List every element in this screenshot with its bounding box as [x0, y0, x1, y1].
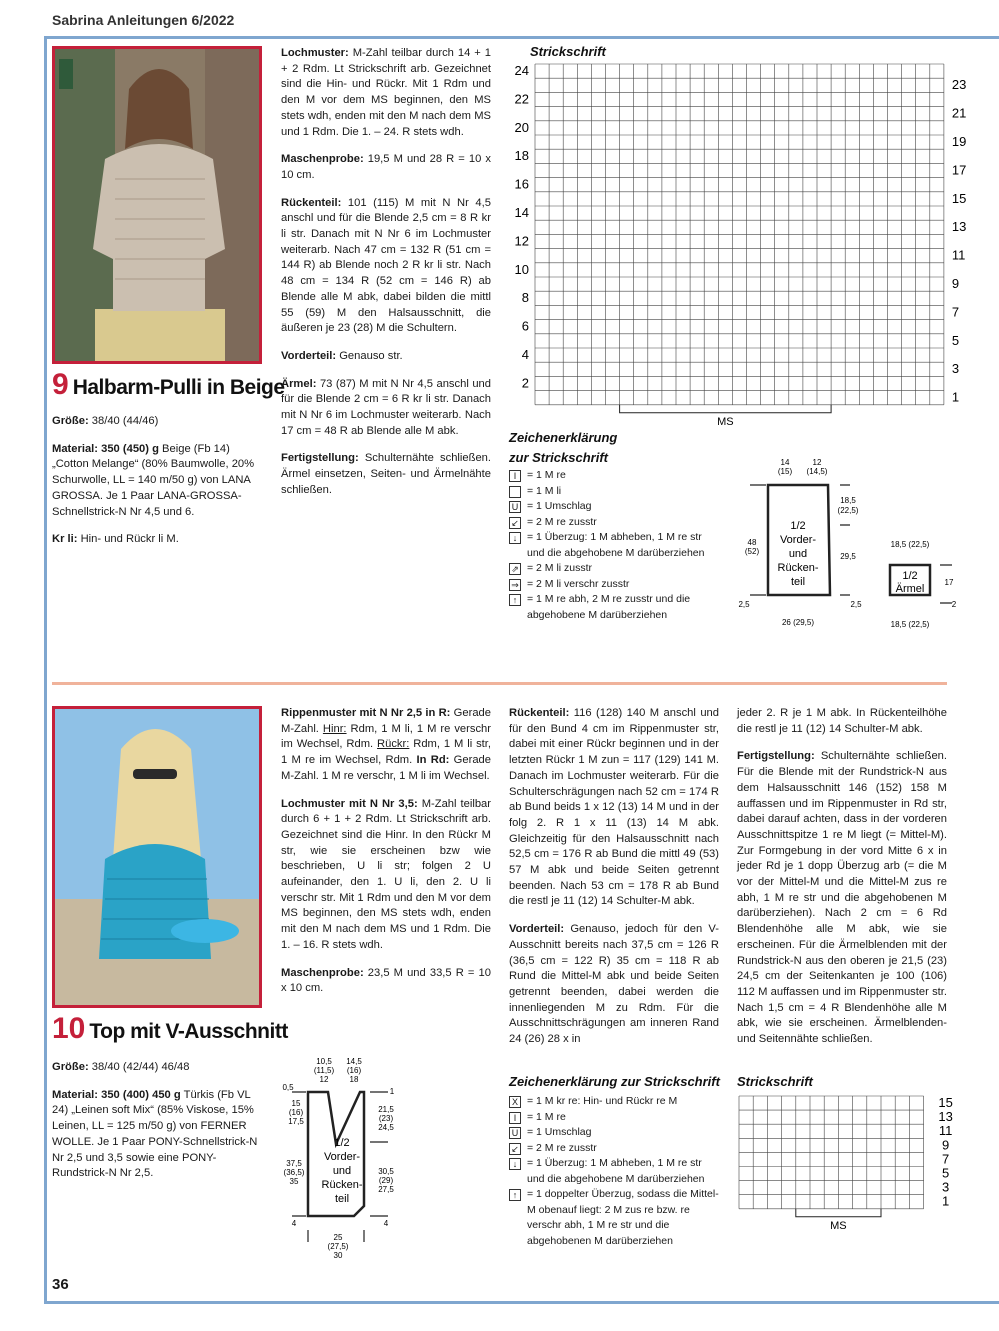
material-text: Türkis (Fb VL 24) „Leinen soft Mix“ (85% Viskose, 15% Leinen, LL = 125 m/50 g) von FERNER WOLLE. Je 1 Paar PONY-Schnellstrick-N Nr 2,5 und 3,5 sowie eine PONY-Rundstrick-N Nr 2,5. — [52, 1088, 258, 1180]
pattern10-name: Top mit V-Ausschnitt — [89, 1020, 288, 1043]
pattern10-col1 — [52, 1060, 264, 1194]
s10-body-3: und — [332, 1165, 352, 1177]
legend-item — [509, 577, 709, 593]
pattern9-name: Halbarm-Pulli in Beige — [72, 376, 285, 399]
pattern10-legend — [509, 1094, 719, 1249]
row-number-left: 18 — [514, 148, 529, 164]
s9-body-3: und — [788, 548, 808, 560]
legend-text: = 1 Überzug: 1 M abheben, 1 M re str und die abgehobene M darüberziehen — [527, 1157, 705, 1185]
legend-text: = 1 M re — [527, 1110, 566, 1123]
legend-item — [509, 1141, 719, 1157]
rippen-text-3: Rdm, 1 M li str, 1 M re im Wechsel, Rdm. — [281, 738, 491, 767]
size-value: 38/40 (44/46) — [88, 415, 159, 427]
fertig-label: Fertigstellung: — [737, 750, 815, 763]
legend-item — [509, 561, 709, 577]
row-number: 13 — [938, 1109, 953, 1125]
rueckenteil-text: 101 (115) M mit N Nr 4,5 anschl und für die Blende 2,5 cm = 8 R kr li str. Danach mit N Nr 6 im Lochmuster weiterarb. Nach 47 cm = 132 R (51 cm = 144 R) ab Blende noch 2 R kr li str. Nach 48 cm = 134 R (52 cm = 146 R) ab Blende alle M abk, dabei bilden die mittl 55 (59) M den Halsausschnitt, die äußeren je 23 (28) M die Schultern. — [281, 196, 491, 335]
pattern10-chart-title: Strickschrift — [737, 1074, 813, 1089]
s10-right-a-sub2: 24,5 — [378, 1123, 394, 1132]
legend-item — [509, 592, 709, 623]
s10-right-a-sub: (23) — [378, 1114, 394, 1123]
aermel-text: 73 (87) M mit N Nr 4,5 anschl und für die Blende 2 cm = 6 R kr li str. Danach mit N Nr 6 im Lochmuster weiterarb. Nach 17 cm = 48 R ab Blende alle M abk. — [281, 377, 491, 437]
legend-symbol: ↙ — [509, 517, 521, 529]
vorderteil-text: Genauso str. — [336, 349, 403, 362]
s9-top-left-sub: (15) — [777, 467, 793, 476]
s10-right-b-sub2: 27,5 — [378, 1185, 394, 1194]
s10-band-right: 4 — [383, 1219, 389, 1228]
row-number: 15 — [938, 1095, 953, 1110]
pattern10-knitting-chart — [735, 1092, 965, 1232]
pattern9-col2 — [281, 46, 491, 511]
row-number-right: 13 — [951, 219, 967, 235]
row-number: 9 — [941, 1137, 950, 1153]
s9-sleeve-top: 18,5 (22,5) — [890, 540, 930, 549]
s9-body-5: teil — [790, 576, 806, 588]
size-label: Größe: — [52, 415, 89, 427]
row-number-left: 4 — [521, 347, 529, 362]
s10-top-b: 14,5 — [346, 1057, 362, 1066]
pattern9-legend-title-1: Zeichenerklärung — [509, 430, 618, 445]
fertig-label: Fertigstellung: — [281, 452, 359, 465]
legend-symbol: U — [509, 501, 521, 513]
s9-top-right: 12 — [812, 458, 822, 467]
model-illustration-pulli — [55, 49, 259, 361]
row-number-right: 9 — [951, 276, 960, 291]
maschenprobe-text: 19,5 M und 28 R = 10 x 10 cm. — [281, 153, 491, 181]
row-number-right: 15 — [951, 190, 967, 206]
rueckenteil-label: Rückenteil: — [281, 196, 342, 209]
s9-top-left: 14 — [780, 458, 790, 467]
s10-body-2: Vorder- — [323, 1151, 361, 1163]
s10-right-b: 30,5 — [378, 1167, 394, 1176]
pattern10-col2 — [281, 706, 491, 1009]
size-label: Größe: — [52, 1061, 89, 1073]
row-number-right: 5 — [951, 332, 960, 348]
s9-sleeve-2: Ärmel — [895, 583, 925, 595]
s9-right-mid: 29,5 — [840, 552, 856, 561]
photo-halbarm-pulli — [52, 46, 262, 364]
maschenprobe-label: Maschenprobe: — [281, 966, 364, 979]
legend-symbol: U — [509, 1127, 521, 1139]
fertig-text: Schulternähte schließen. Für die Blende mit der Rundstrick-N aus dem Halsausschnitt 146 (152) 158 M auffassen und im Rippenmuster in Rd str, dabei darauf achten, dass in der vorderen Ausschnittspitze 1 re M liegt (= Mittel-M). Zur Formgebung in der vord Mitte 6 x in jeder Rd je 1 dopp Überzug arb (= die M vor der Mittel-M und die Mittel-M zus re abh, 1 M re str und die abgehobenen M darüberziehen). Nach 2 cm = 6 Rd Blendenhöhe alle M abk, wie sie erscheinen. Für die Ärmelblenden mit der Rundstrick-N aus den oberen je 21,5 (23) 24,5 cm der Seitenkanten je 100 (106) 112 M auffassen und im Rippenmuster str. Nach 1,5 cm = 4 R Blendenhöhe alle M abk, wie sie erscheinen. Ärmelblenden- und Seitennähte schließen. — [737, 750, 947, 1046]
krli-text: Hin- und Rückr li M. — [77, 533, 179, 546]
ms-label: MS — [717, 415, 734, 428]
s10-top-b-sub2: 18 — [349, 1075, 359, 1084]
legend-symbol: ⇗ — [509, 563, 521, 575]
pattern10-schematic — [278, 1052, 408, 1267]
page-number: 36 — [52, 1276, 69, 1293]
s10-top-a-sub: (11,5) — [313, 1066, 335, 1075]
material-label: Material: 350 (450) g — [52, 442, 159, 455]
legend-text: = 2 M li zusstr — [527, 562, 593, 574]
fertig-text: Schulternähte schließen. Ärmel einsetzen, Seiten- und Ärmelnähte schließen. — [281, 452, 491, 496]
s10-band-left: 4 — [291, 1219, 297, 1228]
s9-sleeve-height: 17 — [944, 578, 954, 587]
loch-text: M-Zahl teilbar durch 6 + 1 + 2 Rdm. Lt Strickschrift arb. Gezeichnet sind die Hinr. In den Rückr M str, wie sie erscheinen bzw wie beschrieben, U li str; folgen 2 U aufeinander, den 1. U li, den 2. U li verschr str. Mit 1 Rdm und den M vor dem MS beginnen, den MS stets wdh, enden mit den M nach dem MS und 1 Rdm. Die 1. – 16. R stets wdh. — [281, 797, 491, 951]
s9-body-4: Rücken- — [777, 562, 819, 574]
s10-left-b: 37,5 — [286, 1159, 302, 1168]
legend-text: = 1 M re — [527, 469, 566, 481]
s10-bottom: 25 — [333, 1233, 343, 1242]
photo-top-v-ausschnitt — [52, 706, 262, 1008]
legend-symbol: ↓ — [509, 532, 521, 544]
s9-sleeve-1: 1/2 — [902, 570, 918, 582]
s9-bottom: 26 (29,5) — [781, 618, 815, 627]
pattern9-number: 9 — [52, 368, 69, 401]
legend-symbol: ⇒ — [509, 579, 521, 591]
s10-left-top: 0,5 — [282, 1083, 294, 1092]
legend-item — [509, 484, 709, 500]
row-number: 7 — [941, 1151, 950, 1167]
legend-text: = 1 Überzug: 1 M abheben, 1 M re str und die abgehobene M darüberziehen — [527, 531, 705, 559]
s9-top-right-sub: (14,5) — [806, 467, 828, 476]
legend-symbol — [509, 486, 521, 498]
row-number-right: 1 — [951, 389, 960, 405]
pattern9-schematic — [730, 455, 970, 635]
row-number: 1 — [941, 1193, 950, 1209]
row-number-left: 10 — [514, 261, 529, 277]
s10-left-b-sub2: 35 — [289, 1177, 299, 1186]
pattern9-legend-title-2: zur Strickschrift — [509, 450, 608, 465]
aermel-label: Ärmel: — [281, 377, 317, 390]
pattern10-title — [52, 1012, 288, 1046]
legend-text: = 1 Umschlag — [527, 1126, 592, 1138]
row-number-left: 6 — [521, 318, 529, 334]
row-number-left: 12 — [514, 233, 529, 249]
s9-left-height: 48 — [747, 538, 757, 547]
s10-body-1: 1/2 — [334, 1137, 350, 1149]
s10-body-4: Rücken- — [321, 1179, 363, 1191]
pattern9-title — [52, 368, 285, 402]
maschenprobe-text: 23,5 M und 33,5 R = 10 x 10 cm. — [281, 966, 491, 995]
s9-body-1: 1/2 — [790, 520, 806, 532]
row-number: 11 — [938, 1123, 953, 1139]
row-number: 3 — [941, 1179, 950, 1195]
vorderteil-text: Genauso, jedoch für den V-Ausschnitt bereits nach 37,5 cm = 126 R (36,5 cm = 122 R) 35 cm = 118 R ab Rund die Mittel-M abk und beide Seiten getrennt beenden, dabei werden die innenliegenden M zu Rdm. Für die Ausschnittschrägungen am inneren Rand 24 (26) 28 x in — [509, 923, 719, 1046]
legend-text: = 1 Umschlag — [527, 500, 592, 512]
legend-item — [509, 1187, 719, 1249]
material-text: Beige (Fb 14) „Cotton Melange“ (80% Baumwolle, 20% Schurwolle, LL = 140 m/50 g) von LANA GROSSA. Je 1 Paar LANA-GROSSA-Schnellstrick-N Nr 4,5 und 6. — [52, 442, 255, 518]
krli-label: Kr li: — [52, 533, 78, 546]
legend-symbol: I — [509, 470, 521, 482]
legend-item — [509, 1110, 719, 1126]
row-number-right: 21 — [951, 105, 967, 121]
pattern9-col1 — [52, 414, 264, 560]
row-number: 5 — [941, 1165, 950, 1181]
legend-symbol: ↓ — [509, 1158, 521, 1170]
rippen-text-1: Gerade M-Zahl. — [281, 707, 491, 735]
pattern9-legend — [509, 468, 709, 623]
lochmuster-label: Lochmuster: — [281, 47, 349, 59]
vorderteil-label: Vorderteil: — [509, 923, 565, 936]
row-number-right: 17 — [951, 162, 967, 178]
s10-bottom-sub2: 30 — [333, 1251, 343, 1260]
rippen-inrd: In Rd: — [416, 754, 450, 767]
s10-top-a: 10,5 — [316, 1057, 332, 1066]
row-number-right: 7 — [951, 304, 960, 320]
s9-left-height-sub: (52) — [744, 547, 760, 556]
legend-item — [509, 1125, 719, 1141]
rippen-label: Rippenmuster mit N Nr 2,5 in R: — [281, 707, 451, 719]
col4-text: jeder 2. R je 1 M abk. In Rückenteilhöhe die restl je 11 (12) 14 Schulter-M abk. — [737, 707, 947, 735]
s9-side-upper-sub: (22,5) — [837, 506, 859, 515]
legend-symbol: ↙ — [509, 1143, 521, 1155]
row-number-left: 2 — [521, 375, 529, 391]
legend-item — [509, 499, 709, 515]
loch-label: Lochmuster mit N Nr 3,5: — [281, 797, 418, 810]
legend-text: = 1 M re abh, 2 M re zusstr und die abgehobene M darüberziehen — [527, 593, 691, 621]
s10-body-5: teil — [334, 1193, 350, 1205]
row-number-left: 8 — [521, 290, 529, 306]
s10-left-a-sub: (16) — [288, 1108, 304, 1117]
rippen-hinr: Hinr: — [322, 722, 347, 735]
s10-top-b-sub: (16) — [346, 1066, 362, 1075]
ms-label: MS — [830, 1219, 847, 1232]
rueckenteil-text: 116 (128) 140 M anschl und für den Bund 4 cm im Rippenmuster str, dabei mit einer Rückr beginnen und in der letzten Rückr 1 M zun = 117 (129) 141 M. Danach im Lochmuster weiterarb. Für die Schulterschrägungen nach 52 cm = 174 R ab Bund beids 1 x 12 (13) 14 M und in der folg 2. R 1 x 11 (13) 14 M abk. Gleichzeitig für den Halsausschnitt nach 52,5 cm = 176 R ab Bund die mittl 49 (53) 57 M abk und beide Seiten getrennt beenden. Nach 53 cm = 178 R ab Bund die restl je 11 (12) 14 Schulter-M abk. — [509, 707, 719, 908]
pattern9-chart-title: Strickschrift — [530, 44, 606, 59]
s10-right-b-sub: (29) — [378, 1176, 394, 1185]
magazine-header: Sabrina Anleitungen 6/2022 — [52, 12, 235, 28]
row-number-left: 22 — [514, 91, 529, 107]
pattern10-col3 — [509, 706, 719, 1060]
s10-left-a: 15 — [291, 1099, 301, 1108]
s10-left-a-sub2: 17,5 — [288, 1117, 304, 1126]
pattern10-legend-title: Zeichenerklärung zur Strickschrift — [509, 1074, 720, 1089]
legend-item — [509, 1094, 719, 1110]
rippen-text-4: Gerade M-Zahl. 1 M re verschr, 1 M li im Wechsel. — [281, 754, 491, 782]
lochmuster-text: M-Zahl teilbar durch 14 + 1 + 2 Rdm. Lt Strickschrift arb. Gezeichnet sind die Hin- und Rückr. Mit 1 Rdm und den M vor dem MS beginnen, den MS stets wdh, enden mit den M nach dem MS und 1 Rdm. Die 1. – 24. R stets wdh. — [281, 47, 491, 138]
legend-text: = 1 M li — [527, 484, 562, 497]
legend-text: = 1 M kr re: Hin- und Rückr re M — [527, 1095, 678, 1107]
pattern10-col4 — [737, 706, 947, 1060]
rippen-text-2: Rdm, 1 M li, 1 M re verschr im Wechsel, Rdm. — [281, 722, 491, 751]
s9-body-2: Vorder- — [779, 534, 817, 546]
pattern10-number: 10 — [52, 1012, 86, 1045]
legend-item — [509, 515, 709, 531]
row-number-left: 14 — [514, 205, 529, 220]
model-illustration-top — [55, 709, 259, 1005]
s9-band-right: 2,5 — [850, 600, 862, 609]
s10-top-a-sub2: 12 — [319, 1075, 329, 1084]
rueckenteil-label: Rückenteil: — [509, 707, 570, 719]
s9-band-left: 2,5 — [738, 600, 750, 609]
maschenprobe-label: Maschenprobe: — [281, 153, 364, 166]
legend-symbol: X — [509, 1096, 521, 1108]
legend-symbol: ↑ — [509, 594, 521, 606]
rippen-rueckr: Rückr: — [377, 738, 410, 751]
section-divider — [52, 682, 947, 685]
size-value: 38/40 (42/44) 46/48 — [88, 1061, 190, 1073]
legend-symbol: ↑ — [509, 1189, 521, 1201]
row-number-right: 11 — [951, 247, 966, 263]
material-label: Material: 350 (400) 450 g — [52, 1088, 181, 1101]
row-number-right: 19 — [951, 134, 967, 149]
legend-text: = 2 M re zusstr — [527, 515, 597, 528]
s9-sleeve-band: 2 — [951, 600, 957, 609]
s10-bottom-sub: (27,5) — [327, 1242, 349, 1251]
page-frame-left — [44, 36, 47, 1303]
row-number-right: 23 — [951, 77, 967, 93]
row-number-left: 20 — [514, 119, 529, 135]
s9-sleeve-bottom: 18,5 (22,5) — [890, 620, 930, 629]
legend-text: = 2 M li verschr zusstr — [527, 577, 630, 590]
legend-item — [509, 1156, 719, 1187]
pattern9-knitting-chart — [505, 60, 975, 430]
chart10-grid — [739, 1096, 924, 1209]
legend-item — [509, 530, 709, 561]
ms-bracket — [620, 405, 832, 413]
legend-text: = 2 M re zusstr — [527, 1141, 597, 1154]
legend-text: = 1 doppelter Überzug, sodass die Mittel-M obenauf liegt: 2 M zus re bzw. re verschr abh, 1 M re str und die abgehobenen M darüberziehen — [527, 1188, 719, 1247]
ms-bracket — [796, 1209, 881, 1217]
row-number-left: 16 — [514, 176, 529, 192]
page-frame-bottom — [44, 1301, 999, 1304]
s9-side-upper: 18,5 — [840, 496, 856, 505]
vorderteil-label: Vorderteil: — [281, 349, 337, 362]
legend-symbol: I — [509, 1112, 521, 1124]
row-number-left: 24 — [514, 63, 529, 78]
chart9-grid — [535, 64, 944, 405]
s10-right-top: 1 — [389, 1087, 395, 1096]
row-number-right: 3 — [951, 361, 960, 377]
page-frame-top — [44, 36, 999, 39]
legend-item — [509, 468, 709, 484]
s10-left-b-sub: (36,5) — [283, 1168, 305, 1177]
s10-right-a: 21,5 — [378, 1105, 394, 1114]
